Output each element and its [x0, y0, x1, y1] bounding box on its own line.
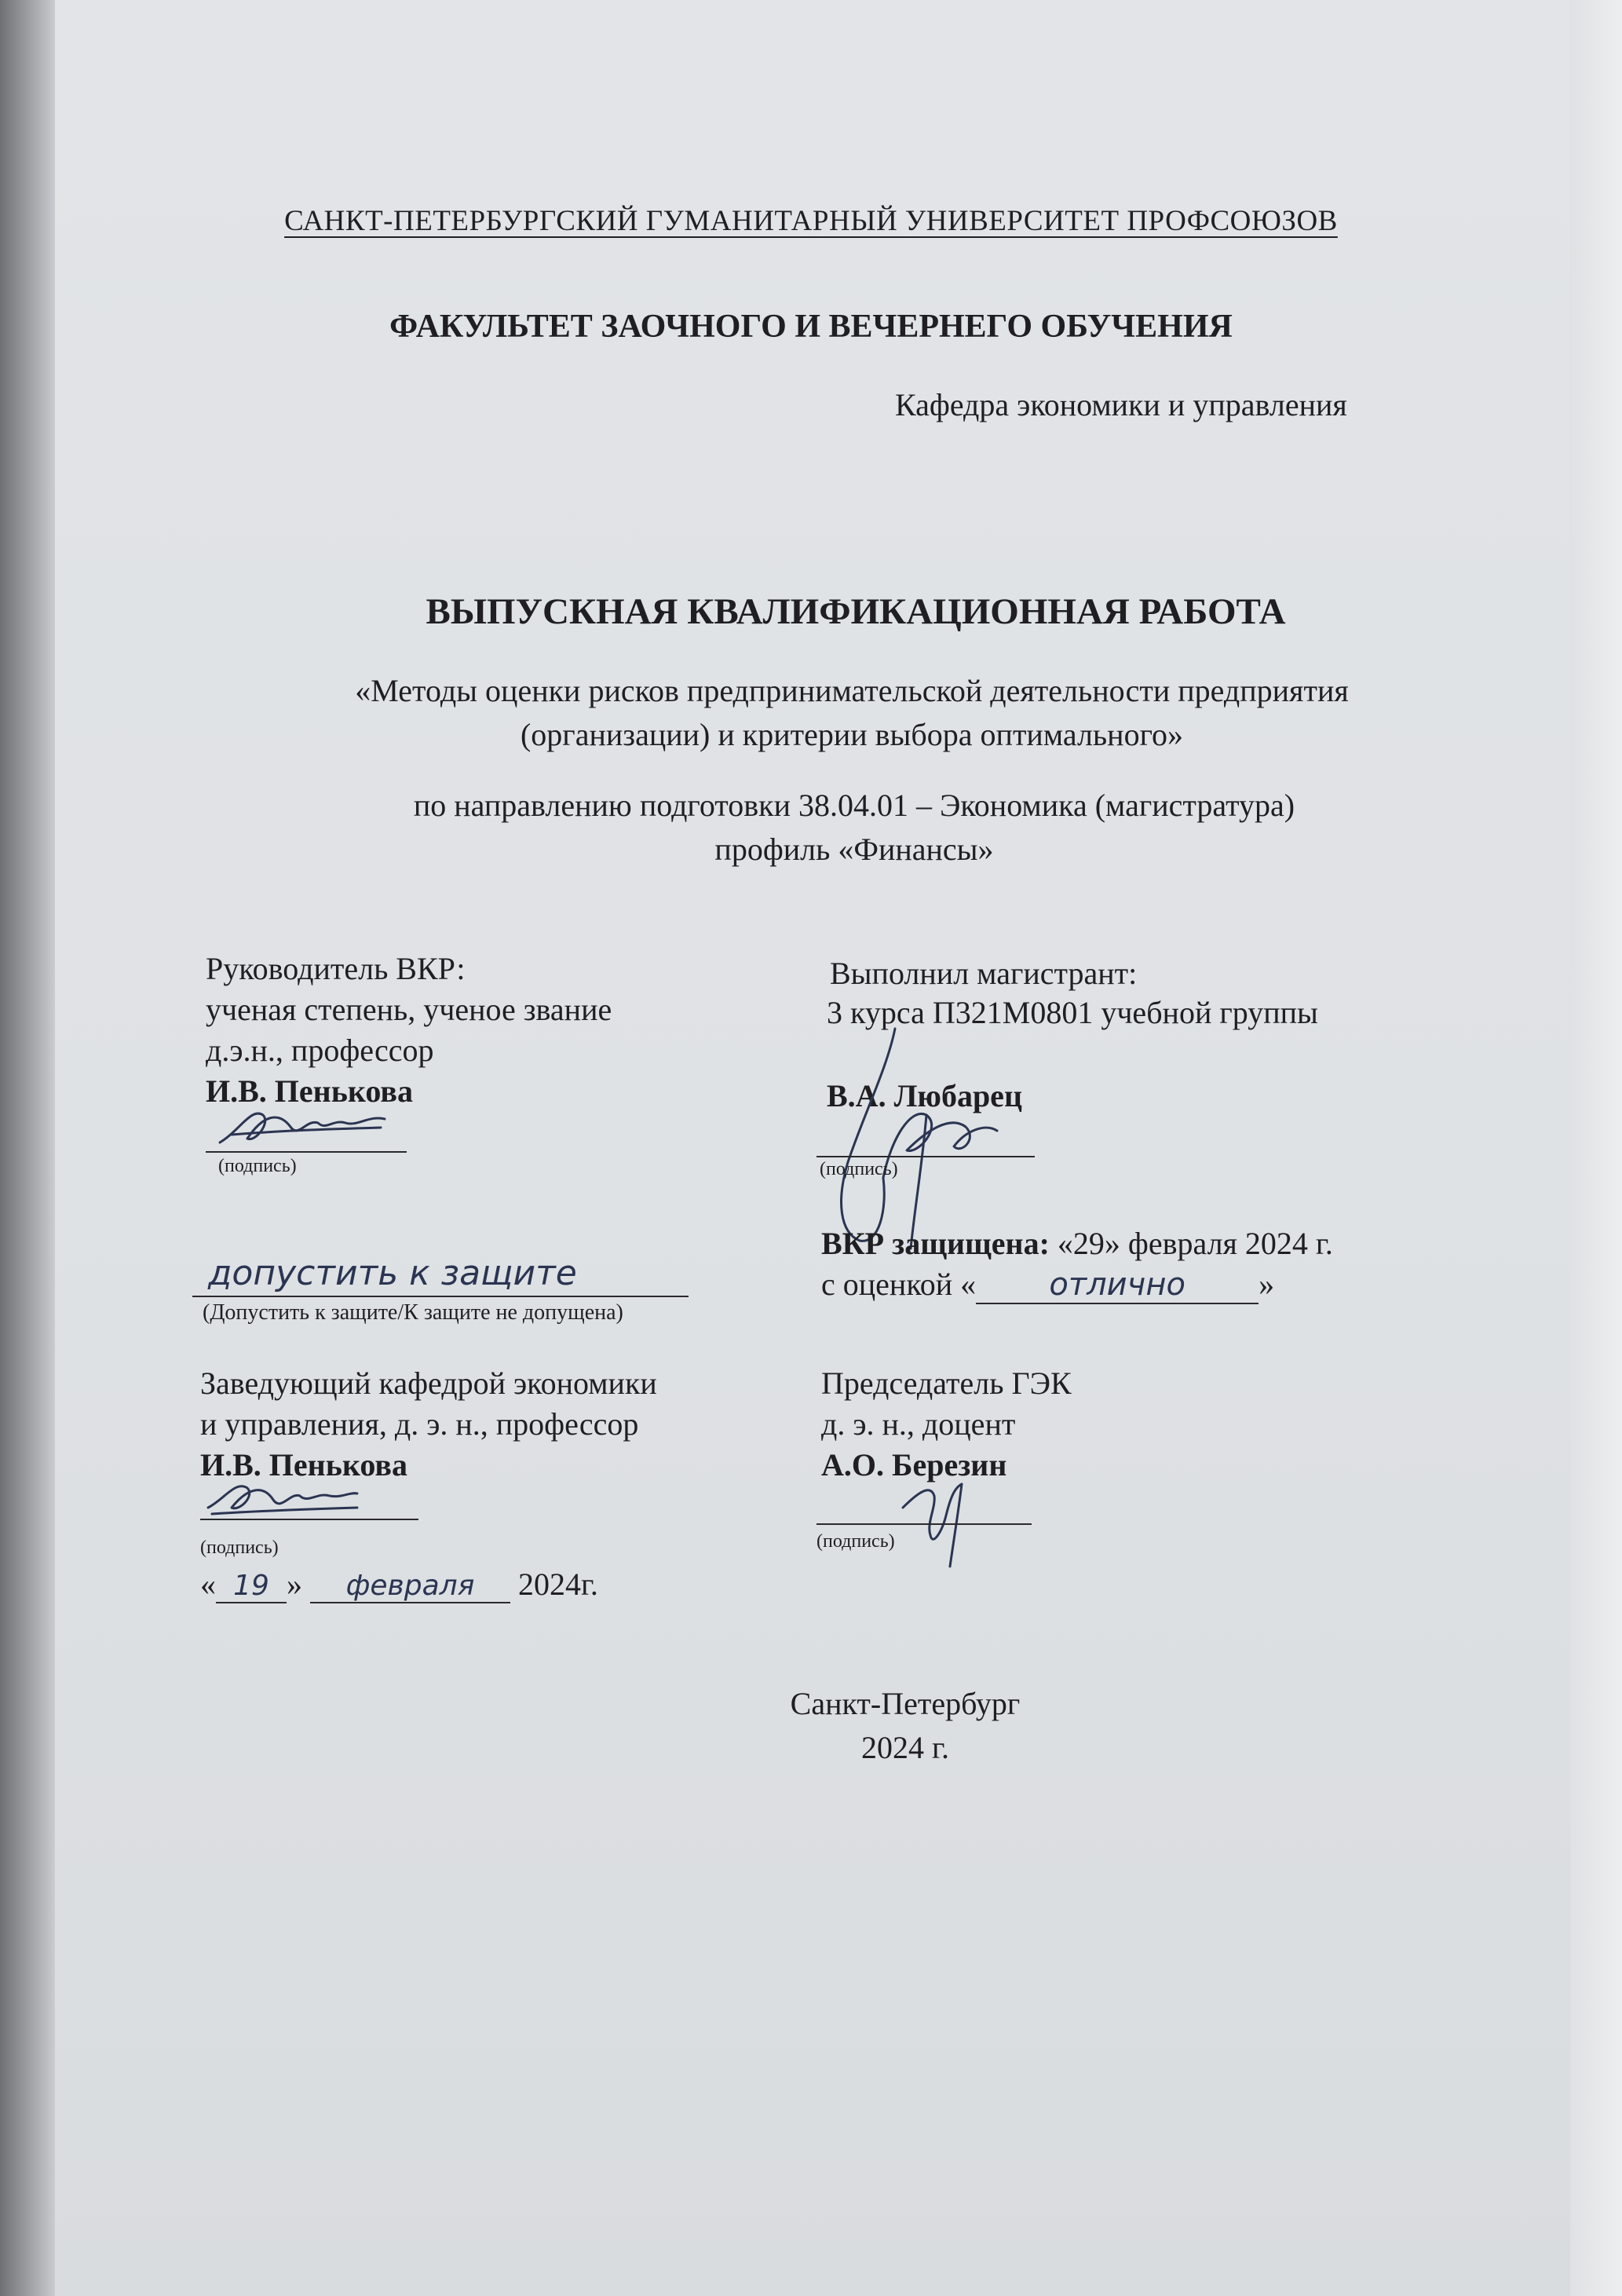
supervisor-degree: д.э.н., профессор — [206, 1033, 434, 1068]
admission-handwritten-decision: допустить к защите — [208, 1253, 577, 1293]
head-date-row — [200, 1566, 598, 1603]
grade-prefix: с оценкой « — [821, 1267, 977, 1302]
supervisor-name: И.В. Пенькова — [206, 1073, 413, 1109]
head-signature-caption: (подпись) — [200, 1537, 279, 1558]
student-signature-caption: (подпись) — [820, 1159, 898, 1179]
footer-year: 2024 г. — [861, 1730, 949, 1765]
chair-signature-line — [816, 1523, 1032, 1525]
chair-degree: д. э. н., доцент — [821, 1406, 1016, 1442]
supervisor-signature-line — [206, 1151, 407, 1153]
supervisor-signature — [216, 1099, 396, 1154]
department-name: Кафедра экономики и управления — [895, 387, 1347, 422]
faculty-name: ФАКУЛЬТЕТ ЗАОЧНОГО И ВЕЧЕРНЕГО ОБУЧЕНИЯ — [389, 309, 1233, 345]
supervisor-degree-label: ученая степень, ученое звание — [206, 992, 612, 1027]
supervisor-role: Руководитель ВКР: — [206, 951, 466, 986]
defense-date: «29» февраля 2024 г. — [1049, 1226, 1333, 1261]
student-role: Выполнил магистрант: — [830, 956, 1138, 991]
defense-grade-row — [821, 1266, 1274, 1304]
chair-signature — [887, 1461, 981, 1570]
student-group: 3 курса П321М0801 учебной группы — [827, 995, 1318, 1030]
head-role-line-2: и управления, д. э. н., профессор — [200, 1406, 639, 1442]
admission-caption: (Допустить к защите/К защите не допущена) — [203, 1300, 623, 1325]
student-signature-line — [816, 1156, 1035, 1157]
defense-info — [821, 1225, 1333, 1262]
grade-handwritten: отлично — [976, 1267, 1259, 1304]
student-signature — [816, 1021, 1005, 1256]
head-signature-line — [200, 1519, 418, 1520]
head-signature — [204, 1476, 361, 1523]
work-topic-line-2: (организации) и критерии выбора оптимального» — [520, 717, 1183, 752]
date-day-handwritten: 19 — [216, 1570, 287, 1603]
date-year: 2024г. — [518, 1567, 598, 1602]
head-role-line-1: Заведующий кафедрой экономики — [200, 1366, 657, 1401]
work-title: ВЫПУСКНАЯ КВАЛИФИКАЦИОННАЯ РАБОТА — [426, 591, 1286, 632]
defense-label: ВКР защищена: — [821, 1226, 1050, 1261]
head-name: И.В. Пенькова — [200, 1447, 407, 1483]
study-direction: по направлению подготовки 38.04.01 – Экономика (магистратура) — [413, 788, 1295, 823]
work-topic-line-1: «Методы оценки рисков предпринимательской деятельности предприятия — [355, 673, 1349, 708]
date-quote-close: » — [287, 1567, 302, 1602]
student-name: В.А. Любарец — [827, 1078, 1022, 1113]
date-month-handwritten: февраля — [310, 1570, 510, 1603]
study-profile: профиль «Финансы» — [714, 832, 994, 867]
date-quote-open: « — [200, 1567, 216, 1602]
supervisor-signature-caption: (подпись) — [218, 1156, 297, 1176]
admission-line — [192, 1296, 689, 1297]
chair-signature-caption: (подпись) — [816, 1531, 895, 1552]
footer-city: Санкт-Петербург — [790, 1686, 1021, 1721]
chair-name: А.О. Березин — [821, 1447, 1007, 1483]
chair-role: Председатель ГЭК — [821, 1366, 1072, 1401]
university-name: САНКТ-ПЕТЕРБУРГСКИЙ ГУМАНИТАРНЫЙ УНИВЕРСИТЕТ ПРОФСОЮЗОВ — [284, 205, 1338, 237]
grade-suffix: » — [1259, 1267, 1275, 1302]
